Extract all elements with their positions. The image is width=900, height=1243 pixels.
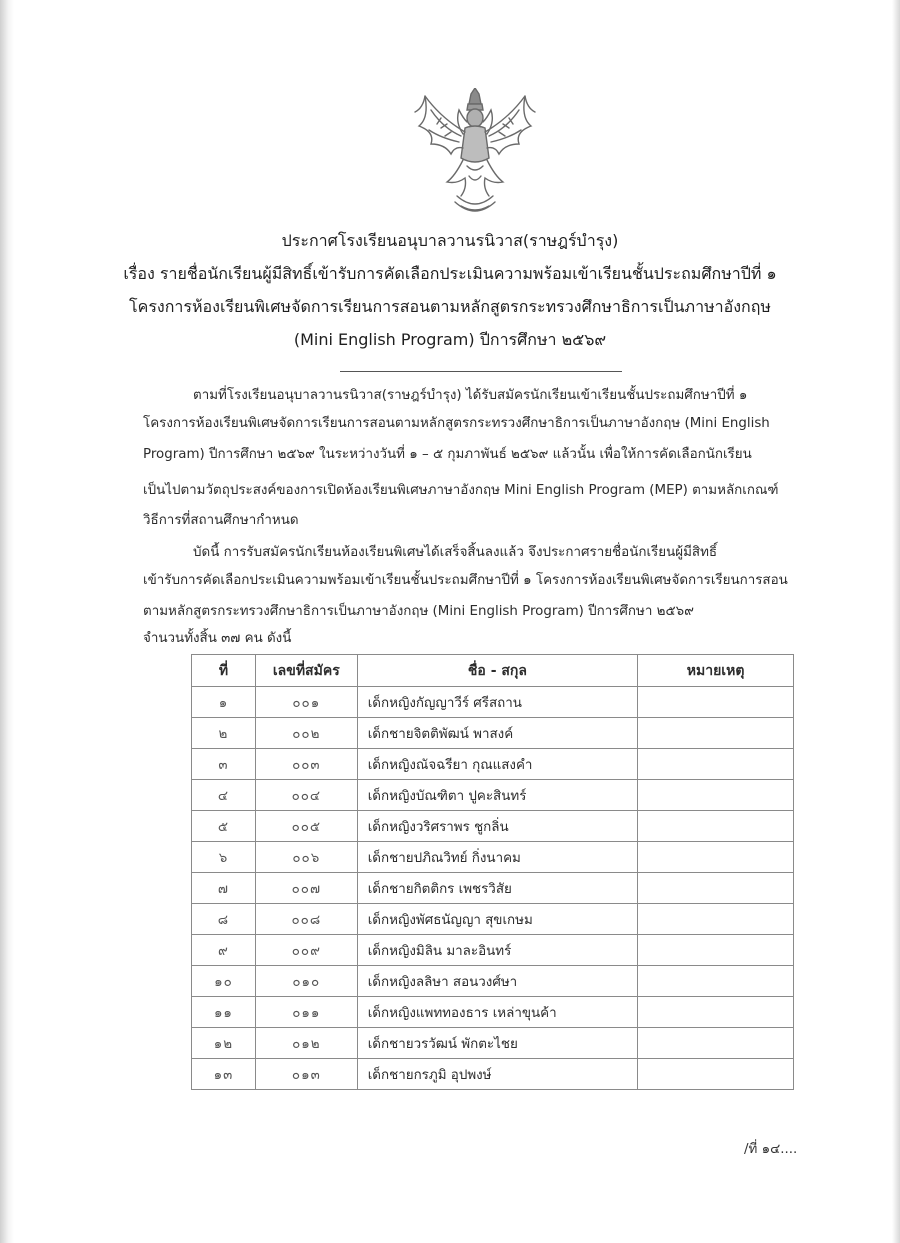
- para1-line2: โครงการห้องเรียนพิเศษจัดการเรียนการสอนตามหลักสูตรกระทรวงศึกษาธิการเป็นภาษาอังกฤษ (Mini English: [143, 416, 770, 431]
- table-row: [192, 1028, 794, 1059]
- row-app-no: ๐๑๒: [255, 1028, 357, 1059]
- row-note: [638, 873, 794, 904]
- continued-page-ref: /ที่ ๑๔....: [744, 1142, 798, 1157]
- row-app-no: ๐๐๓: [255, 749, 357, 780]
- row-app-no: ๐๑๓: [255, 1059, 357, 1090]
- table-row: [192, 997, 794, 1028]
- row-name: เด็กหญิงบัณฑิตา ปูคะสินทร์: [357, 780, 637, 811]
- row-note: [638, 811, 794, 842]
- row-no: ๘: [192, 904, 256, 935]
- row-no: ๖: [192, 842, 256, 873]
- row-note: [638, 718, 794, 749]
- row-app-no: ๐๑๐: [255, 966, 357, 997]
- row-name: เด็กชายปภิณวิทย์ กิ่งนาคม: [357, 842, 637, 873]
- row-no: ๙: [192, 935, 256, 966]
- para2-line1: บัดนี้ การรับสมัครนักเรียนห้องเรียนพิเศษได้เสร็จสิ้นลงแล้ว จึงประกาศรายชื่อนักเรียนผู้มีสิทธิ์: [193, 545, 718, 560]
- table-row: [192, 811, 794, 842]
- announcement-project: โครงการห้องเรียนพิเศษจัดการเรียนการสอนตามหลักสูตรกระทรวงศึกษาธิการเป็นภาษาอังกฤษ: [129, 297, 771, 316]
- scan-edge-right: [892, 0, 900, 1243]
- row-name: เด็กหญิงแพททองธาร เหล่าขุนค้า: [357, 997, 637, 1028]
- row-app-no: ๐๐๒: [255, 718, 357, 749]
- para1-line1: ตามที่โรงเรียนอนุบาลวานรนิวาส(ราษฎร์บำรุง) ได้รับสมัครนักเรียนเข้าเรียนชั้นประถมศึกษาปีที่ ๑: [193, 388, 748, 403]
- row-no: ๑: [192, 687, 256, 718]
- table-header-row: [192, 655, 794, 687]
- table-row: [192, 935, 794, 966]
- row-name: เด็กชายจิตติพัฒน์ พาสงค์: [357, 718, 637, 749]
- column-header-no: ที่: [192, 655, 256, 687]
- row-name: เด็กชายวรวัฒน์ พักตะไชย: [357, 1028, 637, 1059]
- row-note: [638, 749, 794, 780]
- row-note: [638, 1028, 794, 1059]
- row-no: ๑๒: [192, 1028, 256, 1059]
- row-app-no: ๐๐๖: [255, 842, 357, 873]
- table-row: [192, 749, 794, 780]
- row-name: เด็กหญิงลลิษา สอนวงศ์ษา: [357, 966, 637, 997]
- para2-line2: เข้ารับการคัดเลือกประเมินความพร้อมเข้าเรียนชั้นประถมศึกษาปีที่ ๑ โครงการห้องเรียนพิเศษจัดการเรียนการสอน: [143, 573, 788, 588]
- row-name: เด็กชายกรภูมิ อุปพงษ์: [357, 1059, 637, 1090]
- row-note: [638, 935, 794, 966]
- row-no: ๑๓: [192, 1059, 256, 1090]
- table-row: [192, 780, 794, 811]
- column-header-app-no: เลขที่สมัคร: [255, 655, 357, 687]
- row-note: [638, 1059, 794, 1090]
- announcement-title: ประกาศโรงเรียนอนุบาลวานรนิวาส(ราษฎร์บำรุง): [281, 231, 619, 250]
- column-header-note: หมายเหตุ: [638, 655, 794, 687]
- row-name: เด็กหญิงกัญญาวีร์ ศรีสถาน: [357, 687, 637, 718]
- row-name: เด็กหญิงณัจฉรียา กุณแสงคำ: [357, 749, 637, 780]
- table-row: [192, 966, 794, 997]
- announcement-program: (Mini English Program) ปีการศึกษา ๒๕๖๙: [293, 330, 607, 349]
- para1-line4: เป็นไปตามวัตถุประสงค์ของการเปิดห้องเรียนพิเศษภาษาอังกฤษ Mini English Program (MEP) ตามหลักเกณฑ์: [143, 483, 779, 498]
- total-count: จำนวนทั้งสิ้น ๓๗ คน ดังนี้: [143, 631, 292, 646]
- table-row: [192, 1059, 794, 1090]
- row-no: ๔: [192, 780, 256, 811]
- column-header-name: ชื่อ - สกุล: [357, 655, 637, 687]
- row-name: เด็กหญิงพัศธนัญญา สุขเกษม: [357, 904, 637, 935]
- row-name: เด็กหญิงวริศราพร ชูกลิ่น: [357, 811, 637, 842]
- row-no: ๕: [192, 811, 256, 842]
- row-no: ๗: [192, 873, 256, 904]
- row-no: ๒: [192, 718, 256, 749]
- row-note: [638, 842, 794, 873]
- row-note: [638, 904, 794, 935]
- applicant-table: [191, 654, 794, 1090]
- table-row: [192, 873, 794, 904]
- row-app-no: ๐๐๘: [255, 904, 357, 935]
- announcement-subject: เรื่อง รายชื่อนักเรียนผู้มีสิทธิ์เข้ารับการคัดเลือกประเมินความพร้อมเข้าเรียนชั้นประถมศึกษาปีที่ ๑: [123, 264, 777, 283]
- para2-line3: ตามหลักสูตรกระทรวงศึกษาธิการเป็นภาษาอังกฤษ (Mini English Program) ปีการศึกษา ๒๕๖๙: [143, 604, 694, 619]
- row-app-no: ๐๐๕: [255, 811, 357, 842]
- row-note: [638, 997, 794, 1028]
- table-row: [192, 687, 794, 718]
- row-name: เด็กชายกิตติกร เพชรวิสัย: [357, 873, 637, 904]
- row-app-no: ๐๐๔: [255, 780, 357, 811]
- table-row: [192, 842, 794, 873]
- title-divider: [340, 371, 622, 372]
- table-row: [192, 904, 794, 935]
- row-note: [638, 780, 794, 811]
- para1-line5: วิธีการที่สถานศึกษากำหนด: [143, 513, 299, 528]
- para1-line3: Program) ปีการศึกษา ๒๕๖๙ ในระหว่างวันที่ ๑ – ๕ กุมภาพันธ์ ๒๕๖๙ แล้วนั้น เพื่อให้การคัดเลือกนักเรียน: [143, 447, 752, 462]
- row-note: [638, 966, 794, 997]
- row-app-no: ๐๑๑: [255, 997, 357, 1028]
- scan-edge-left: [0, 0, 14, 1243]
- table-row: [192, 718, 794, 749]
- row-app-no: ๐๐๗: [255, 873, 357, 904]
- garuda-emblem-icon: [411, 88, 539, 220]
- row-no: ๑๑: [192, 997, 256, 1028]
- row-no: ๓: [192, 749, 256, 780]
- row-app-no: ๐๐๑: [255, 687, 357, 718]
- row-note: [638, 687, 794, 718]
- row-app-no: ๐๐๙: [255, 935, 357, 966]
- row-name: เด็กหญิงมิลิน มาละอินทร์: [357, 935, 637, 966]
- row-no: ๑๐: [192, 966, 256, 997]
